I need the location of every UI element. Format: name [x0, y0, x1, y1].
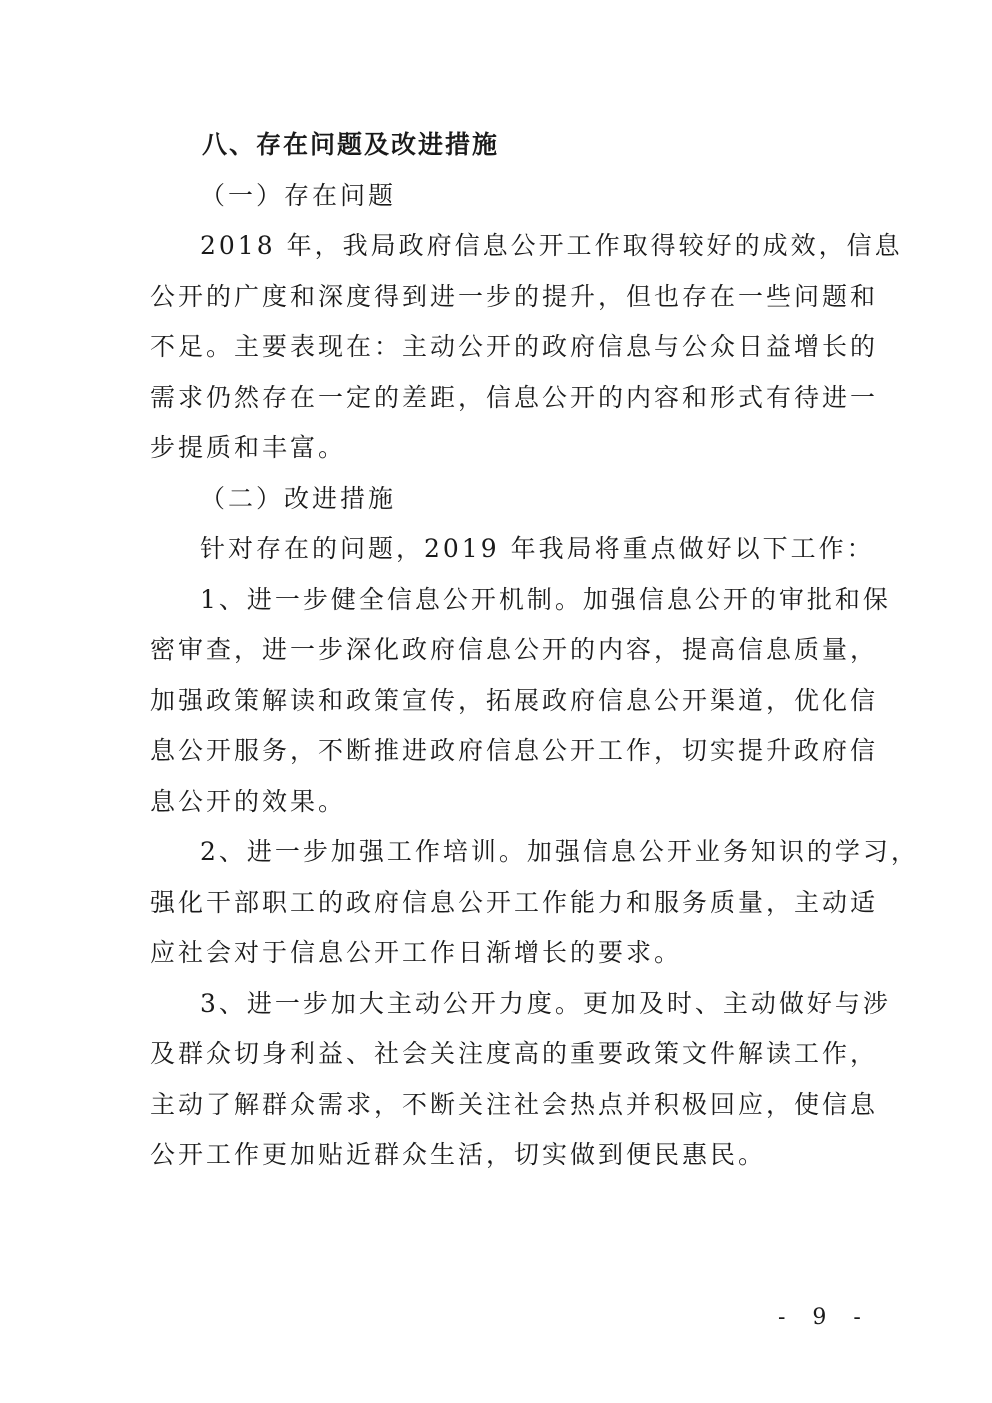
- paragraph-line: 不足。主要表现在：主动公开的政府信息与公众日益增长的: [150, 332, 879, 361]
- paragraph-line: 强化干部职工的政府信息公开工作能力和服务质量，主动适: [150, 887, 879, 917]
- paragraph-line: 需求仍然存在一定的差距，信息公开的内容和形式有待进一: [150, 382, 879, 412]
- paragraph-problems: [150, 221, 903, 474]
- paragraph-intro: [150, 524, 875, 575]
- page-number: - 9 -: [778, 1305, 871, 1330]
- paragraph-line: 公开工作更加贴近群众生活，切实做到便民惠民。: [150, 1140, 767, 1169]
- paragraph-line: 1、进一步健全信息公开机制。加强信息公开的审批和保: [200, 584, 891, 614]
- paragraph-line: 公开的广度和深度得到进一步的提升，但也存在一些问题和: [150, 281, 879, 311]
- paragraph-measure-1: [150, 575, 891, 828]
- subheading-problems: （一）存在问题: [200, 180, 397, 210]
- paragraph-measure-2: [150, 827, 919, 979]
- section-heading: 八、存在问题及改进措施: [202, 130, 500, 159]
- paragraph-line: 加强政策解读和政策宣传，拓展政府信息公开渠道，优化信: [150, 685, 879, 715]
- paragraph-line: 针对存在的问题，2019 年我局将重点做好以下工作：: [200, 534, 875, 563]
- paragraph-line: 息公开的效果。: [150, 786, 347, 816]
- paragraph-line: 密审查，进一步深化政府信息公开的内容，提高信息质量，: [150, 635, 879, 664]
- paragraph-measure-3: [150, 979, 891, 1181]
- paragraph-line: 主动了解群众需求，不断关注社会热点并积极回应，使信息: [150, 1089, 879, 1119]
- paragraph-line: 及群众切身利益、社会关注度高的重要政策文件解读工作，: [150, 1039, 879, 1068]
- paragraph-line: 2、进一步加强工作培训。加强信息公开业务知识的学习，: [200, 837, 919, 866]
- paragraph-line: 应社会对于信息公开工作日渐增长的要求。: [150, 938, 683, 967]
- subheading-measures: （二）改进措施: [200, 483, 397, 513]
- document-body: [150, 120, 919, 1181]
- paragraph-line: 息公开服务，不断推进政府信息公开工作，切实提升政府信: [150, 736, 879, 765]
- paragraph-line: 3、进一步加大主动公开力度。更加及时、主动做好与涉: [200, 988, 891, 1018]
- paragraph-line: 2018 年，我局政府信息公开工作取得较好的成效，信息: [200, 231, 903, 260]
- paragraph-line: 步提质和丰富。: [150, 433, 347, 462]
